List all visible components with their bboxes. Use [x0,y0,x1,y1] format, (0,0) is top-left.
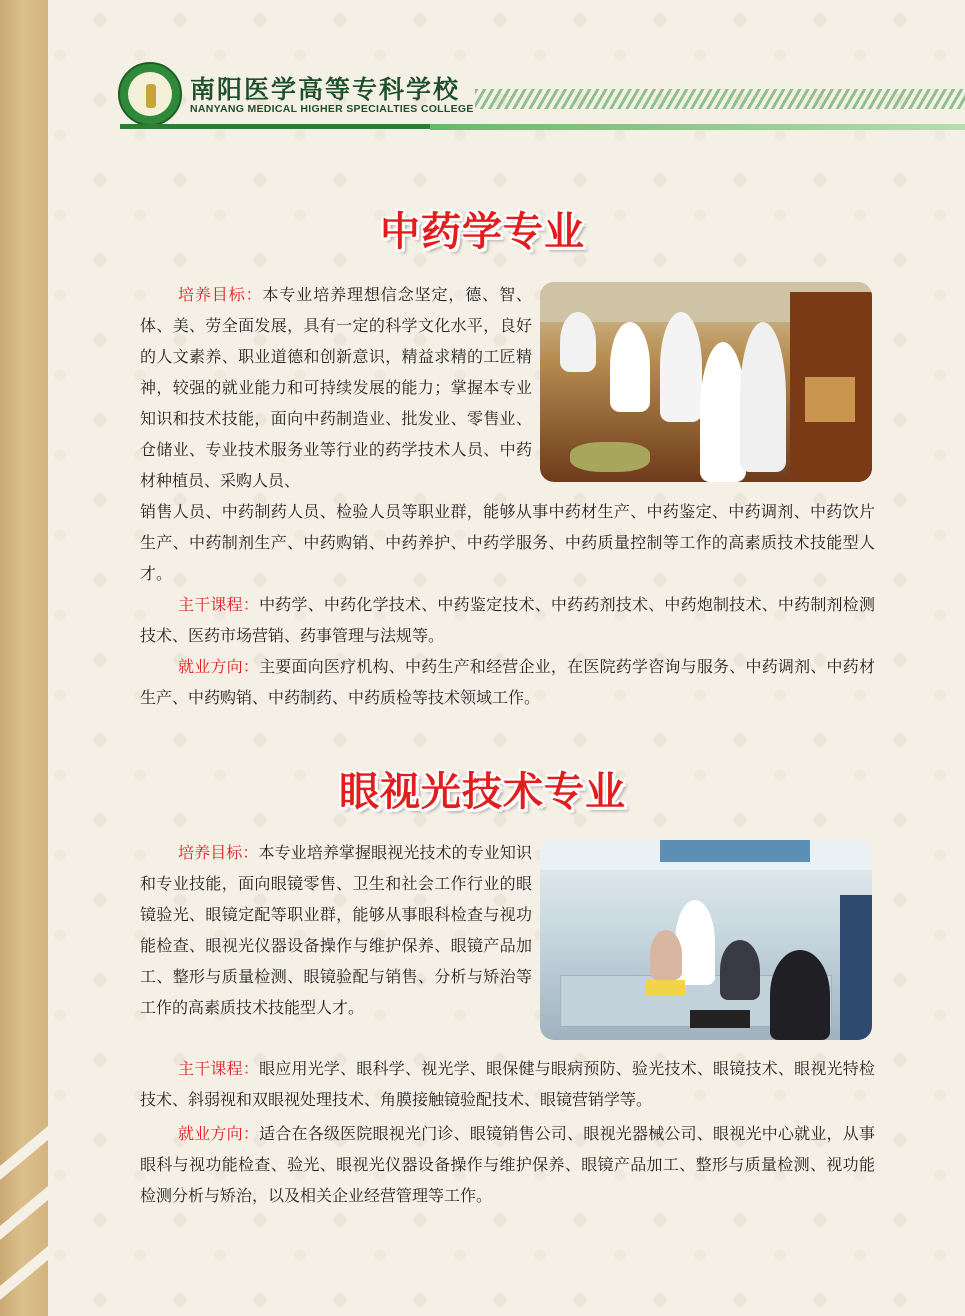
optometry-jobs-label: 就业方向： [178,1124,260,1143]
header-stripe-line [430,124,965,130]
tcm-goal-paragraph [140,279,532,496]
tcm-jobs-paragraph [140,651,875,713]
optometry-courses-paragraph [140,1053,875,1115]
tcm-goal-continuation: 销售人员、中药制药人员、检验人员等职业群，能够从事中药材生产、中药鉴定、中药调剂、中药饮片生产、中药制剂生产、中药购销、中药养护、中药学服务、中药质量控制等工作的高素质技术技能型人才。 [140,502,875,583]
optometry-goal-text: 本专业培养掌握眼视光技术的专业知识和专业技能，面向眼镜零售、卫生和社会工作行业的眼镜验光、眼镜定配等职业群，能够从事眼科检查与视功能检查、眼视光仪器设备操作与维护保养、眼镜产品加工、整形与质量检测、眼镜验配与销售、分析与矫治等工作的高素质技术技能型人才。 [140,843,532,1017]
section-title-tcm-pharmacy: 中药学专业 [380,209,585,255]
optometry-courses-label: 主干课程： [178,1059,260,1078]
header-stripe-band [475,89,965,109]
optometry-photo [540,840,872,1040]
tcm-jobs-label: 就业方向： [178,657,260,676]
tcm-jobs-text: 主要面向医疗机构、中药生产和经营企业，在医院药学咨询与服务、中药调剂、中药材生产、中药购销、中药制药、中药质检等技术领域工作。 [140,657,875,707]
section-title-optometry: 眼视光技术专业 [339,769,626,815]
tcm-courses-paragraph [140,589,875,651]
tcm-courses-text: 中药学、中药化学技术、中药鉴定技术、中药药剂技术、中药炮制技术、中药制剂检测技术、医药市场营销、药事管理与法规等。 [140,595,875,645]
gold-spine-border [0,0,48,1316]
college-name-en: NANYANG MEDICAL HIGHER SPECIALTIES COLLEGE [190,103,474,115]
optometry-goal-label: 培养目标： [178,843,259,862]
optometry-jobs-text: 适合在各级医院眼视光门诊、眼镜销售公司、眼视光器械公司、眼视光中心就业，从事眼科与视功能检查、验光、眼视光仪器设备操作与维护保养、眼镜产品加工、整形与质量检测、视功能检测分析与矫治，以及相关企业经营管理等工作。 [140,1124,875,1205]
spine-stripes-decoration [0,1126,48,1316]
optometry-jobs-paragraph [140,1118,875,1211]
header-underline [120,124,430,129]
tcm-courses-label: 主干课程： [178,595,260,614]
tcm-pharmacy-photo [540,282,872,482]
college-name-cn: 南阳医学高等专科学校 [190,75,461,104]
college-emblem-icon [118,62,182,126]
tcm-goal-text: 本专业培养理想信念坚定，德、智、体、美、劳全面发展，具有一定的科学文化水平，良好的人文素养、职业道德和创新意识，精益求精的工匠精神，较强的就业能力和可持续发展的能力；掌握本专业知识和技术技能，面向中药制造业、批发业、零售业、仓储业、专业技术服务业等行业的药学技术人员、中药材种植员、采购人员、 [140,285,532,490]
optometry-courses-text: 眼应用光学、眼科学、视光学、眼保健与眼病预防、验光技术、眼镜技术、眼视光特检技术、斜弱视和双眼视处理技术、角膜接触镜验配技术、眼镜营销学等。 [140,1059,875,1109]
tcm-goal-label: 培养目标： [178,285,263,304]
optometry-goal-paragraph [140,837,532,1023]
